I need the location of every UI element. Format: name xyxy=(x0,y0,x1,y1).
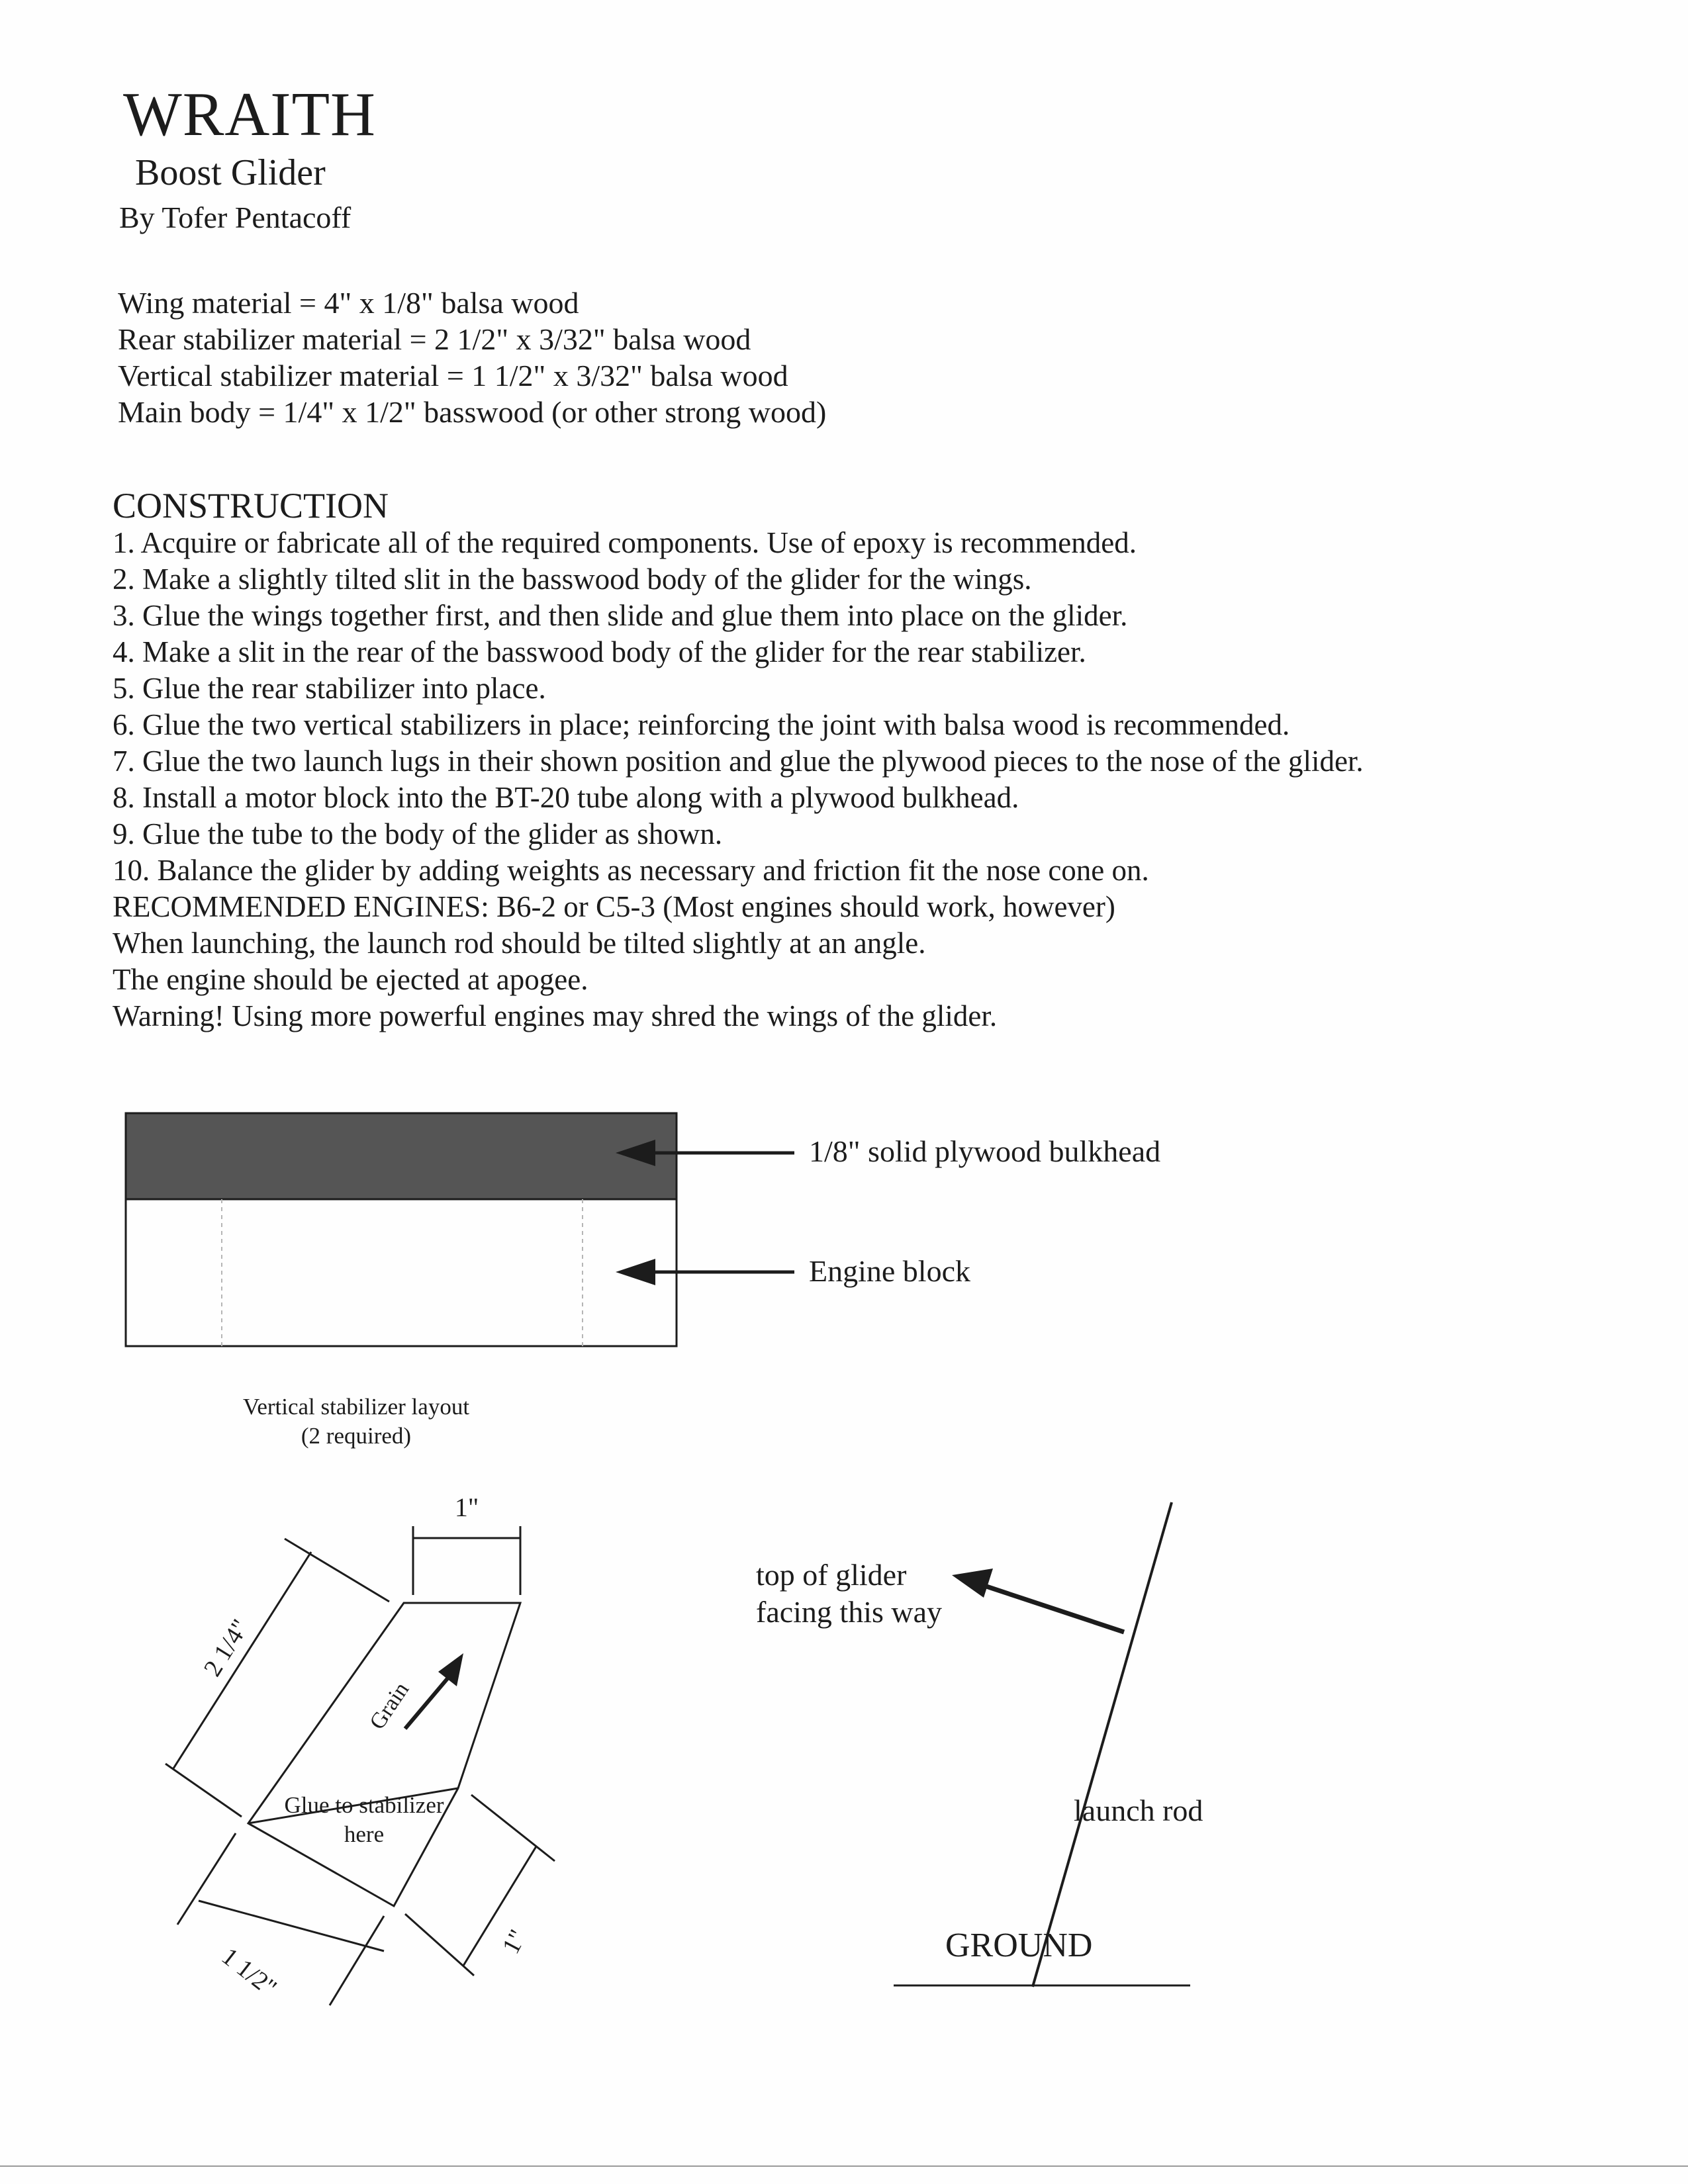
launch-diagram xyxy=(894,1502,1190,1987)
dim-bottom-right-tick-a xyxy=(471,1795,555,1861)
plywood-bulkhead xyxy=(126,1113,677,1199)
list-item: 10. Balance the glider by adding weights as necessary and friction fit the nose cone on. xyxy=(113,854,1149,887)
dim-left-tick-bottom xyxy=(165,1764,242,1817)
stabilizer-outline xyxy=(248,1603,520,1906)
page-bottom-rule xyxy=(0,2165,1688,2167)
list-item: Main body = 1/4" x 1/2" basswood (or other strong wood) xyxy=(118,395,827,429)
document-subtitle: Boost Glider xyxy=(135,152,326,193)
list-item: The engine should be ejected at apogee. xyxy=(113,963,588,996)
dim-bottom-left-line xyxy=(199,1901,384,1951)
engine-block-arrowhead xyxy=(616,1259,655,1285)
bulkhead-label: 1/8" solid plywood bulkhead xyxy=(809,1134,1161,1168)
list-item: 6. Glue the two vertical stabilizers in place; reinforcing the joint with balsa wood is recommended. xyxy=(113,708,1290,741)
list-item: 2. Make a slightly tilted slit in the basswood body of the glider for the wings. xyxy=(113,563,1032,596)
list-item: 7. Glue the two launch lugs in their shown position and glue the plywood pieces to the nose of the glider. xyxy=(113,745,1364,778)
list-item: Rear stabilizer material = 2 1/2" x 3/32" balsa wood xyxy=(118,322,751,356)
launch-rod-label: launch rod xyxy=(1074,1794,1203,1827)
list-item: 5. Glue the rear stabilizer into place. xyxy=(113,672,546,705)
list-item: When launching, the launch rod should be tilted slightly at an angle. xyxy=(113,927,926,960)
dim-left-line xyxy=(173,1552,311,1768)
document-author: By Tofer Pentacoff xyxy=(119,201,352,234)
glue-label: Glue to stabilizer xyxy=(284,1792,444,1818)
list-item: 9. Glue the tube to the body of the glider as shown. xyxy=(113,817,723,850)
document-title: WRAITH xyxy=(123,80,376,149)
engine-block-label: Engine block xyxy=(809,1254,970,1288)
top-direction-arrow xyxy=(976,1583,1124,1632)
glue-label-here: here xyxy=(344,1821,385,1847)
facing-this-way-label: facing this way xyxy=(756,1595,943,1629)
dim-bottom-right-tick-b xyxy=(405,1914,474,1976)
dim-bottom-left-tick-a xyxy=(177,1833,236,1925)
engine-block xyxy=(126,1199,677,1346)
bulkhead-diagram xyxy=(126,1113,794,1346)
top-of-glider-label: top of glider xyxy=(756,1558,907,1592)
top-direction-arrowhead xyxy=(952,1569,993,1598)
dim-bottom-left-tick-b xyxy=(330,1916,384,2005)
list-item: Wing material = 4" x 1/8" balsa wood xyxy=(118,286,579,320)
list-item: 4. Make a slit in the rear of the basswood body of the glider for the rear stabilizer. xyxy=(113,635,1086,668)
list-item: 1. Acquire or fabricate all of the required components. Use of epoxy is recommended. xyxy=(113,526,1137,559)
grain-label: Grain xyxy=(365,1678,414,1735)
list-item: 3. Glue the wings together first, and then slide and glue them into place on the glider. xyxy=(113,599,1128,632)
stabilizer-layout-title: Vertical stabilizer layout xyxy=(242,1394,470,1420)
dim-left-label: 2 1/4" xyxy=(198,1614,255,1682)
dim-bottom-left-label: 1 1/2" xyxy=(216,1942,282,2003)
list-item: 8. Install a motor block into the BT-20 tube along with a plywood bulkhead. xyxy=(113,781,1019,814)
construction-heading: CONSTRUCTION xyxy=(113,486,389,525)
dim-bottom-right-label: 1" xyxy=(496,1925,532,1959)
dim-top-label: 1" xyxy=(454,1492,479,1522)
stabilizer-diagram xyxy=(165,1526,555,2005)
launch-rod xyxy=(1033,1502,1172,1987)
ground-label: GROUND xyxy=(945,1927,1093,1964)
list-item: RECOMMENDED ENGINES: B6-2 or C5-3 (Most engines should work, however) xyxy=(113,890,1115,923)
list-item: Vertical stabilizer material = 1 1/2" x 3/32" balsa wood xyxy=(118,359,788,392)
list-item: Warning! Using more powerful engines may shred the wings of the glider. xyxy=(113,999,998,1032)
stabilizer-layout-subtitle: (2 required) xyxy=(301,1423,412,1449)
grain-arrowhead xyxy=(438,1653,463,1686)
